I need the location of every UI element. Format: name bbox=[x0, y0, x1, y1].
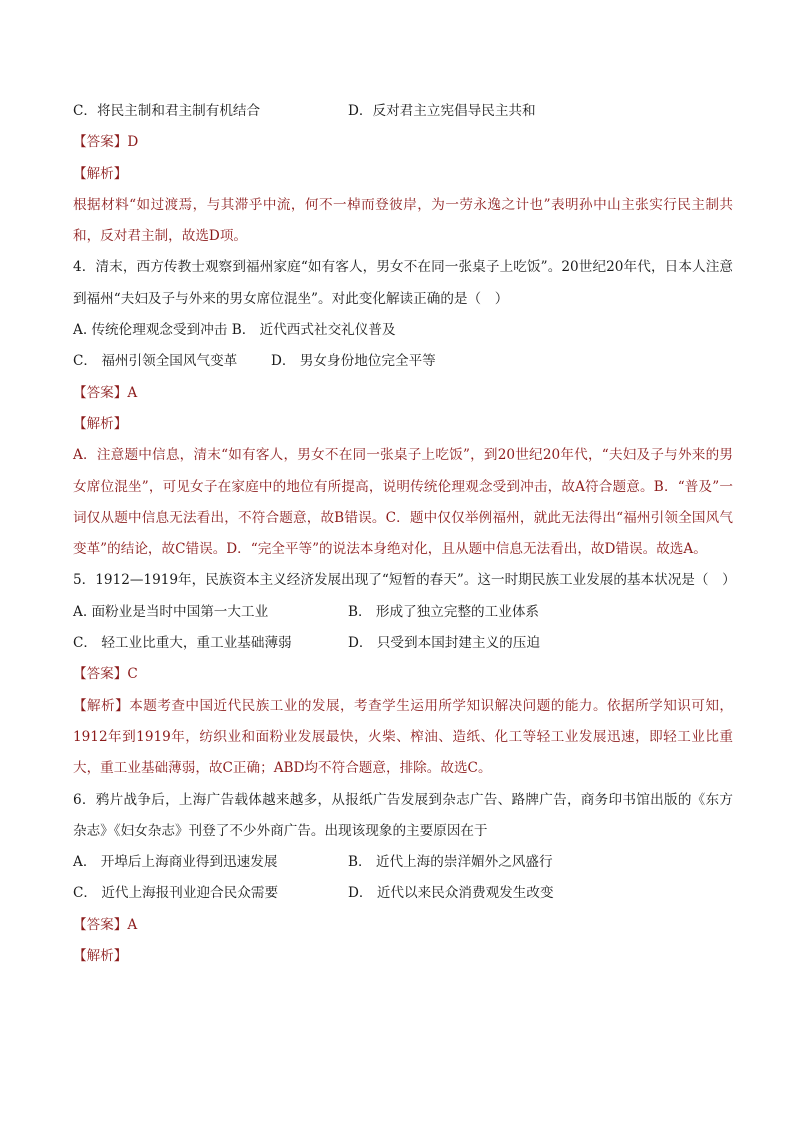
q4-option-ab: A. 传统伦理观念受到冲击 B． 近代西式社交礼仪普及 bbox=[73, 322, 396, 339]
q6-option-b: B． 近代上海的崇洋媚外之风盛行 bbox=[348, 854, 553, 871]
q5-option-d: D． 只受到本国封建主义的压迫 bbox=[348, 635, 540, 652]
q3-analysis-text: 根据材料“如过渡焉，与其滞乎中流，何不一棹而登彼岸，为一劳永逸之计也”表明孙中山主张实行民主制共和，反对君主制，故选D项。 bbox=[73, 196, 733, 245]
answer-label: 【答案】 bbox=[73, 384, 128, 401]
q3-option-d: D．反对君主立宪倡导民主共和 bbox=[348, 103, 536, 119]
q4-stem: 4．清末，西方传教士观察到福州家庭“如有客人，男女不在同一张桌子上吃饭”。20世纪20年代，日本人注意到福州“夫妇及子与外来的男女席位混坐”。对此变化解读正确的是（ ） bbox=[73, 259, 733, 307]
q5-answer bbox=[73, 659, 733, 690]
q5-option-b: B． 形成了独立完整的工业体系 bbox=[348, 603, 540, 620]
q4-answer bbox=[73, 378, 733, 409]
q6-option-c: C． 近代上海报刊业迎合民众需要 bbox=[73, 885, 279, 902]
answer-label: 【答案】 bbox=[73, 134, 128, 151]
q5-option-c: C． 轻工业比重大，重工业基础薄弱 bbox=[73, 635, 292, 652]
q6-analysis-label: 【解析】 bbox=[73, 948, 128, 965]
q6-options-cd bbox=[73, 878, 733, 909]
analysis-label: 【解析】 bbox=[73, 697, 130, 714]
answer-value: D bbox=[127, 134, 139, 151]
q5-option-a: A. 面粉业是当时中国第一大工业 bbox=[73, 603, 269, 620]
q6-answer bbox=[73, 910, 733, 941]
q6-options-ab bbox=[73, 847, 733, 878]
q3-answer bbox=[73, 127, 733, 158]
q6-option-a: A． 开埠后上海商业得到迅速发展 bbox=[73, 854, 278, 871]
q6-stem: 6．鸦片战争后，上海广告载体越来越多，从报纸广告发展到杂志广告、路牌广告，商务印书馆出版的《东方杂志》《妇女杂志》刊登了不少外商广告。出现该现象的主要原因在于 bbox=[73, 791, 733, 839]
answer-value: C bbox=[127, 666, 138, 683]
q5-analysis bbox=[73, 691, 733, 785]
q4-option-d: D． 男女身份地位完全平等 bbox=[271, 353, 436, 370]
q3-analysis-label: 【解析】 bbox=[73, 165, 128, 182]
answer-value: A bbox=[127, 916, 138, 933]
q4-options-cd bbox=[73, 346, 733, 377]
answer-value: A bbox=[127, 384, 138, 401]
document-page bbox=[73, 96, 736, 972]
q5-analysis-text: 本题考查中国近代民族工业的发展，考查学生运用所学知识解决问题的能力。依据所学知识可知，1912年到1919年，纺织业和面粉业发展最快，火柴、榨油、造纸、化工等轻工业发展迅速，即轻工业比重大，重工业基础薄弱，故C正确；ABD均不符合题意，排除。故选C。 bbox=[73, 697, 734, 777]
answer-label: 【答案】 bbox=[73, 916, 128, 933]
q3-options-cd bbox=[73, 96, 733, 127]
q5-options-ab bbox=[73, 597, 733, 628]
q5-options-cd bbox=[73, 628, 733, 659]
q6-option-d: D． 近代以来民众消费观发生改变 bbox=[348, 885, 554, 902]
q4-analysis-label: 【解析】 bbox=[73, 415, 128, 432]
q4-option-c: C． 福州引领全国风气变革 bbox=[73, 353, 238, 370]
q3-option-c: C．将民主制和君主制有机结合 bbox=[73, 103, 261, 119]
q4-analysis-text: A．注意题中信息，清末“如有客人，男女不在同一张桌子上吃饭”，到20世纪20年代，“夫妇及子与外来的男女席位混坐”，可见女子在家庭中的地位有所提高，说明传统伦理观念受到冲击，故A符合题意。B．“普及”一词仅从题中信息无法看出，不符合题意，故B错误。C．题中仅仅举例福州，就此无法得出“福州引领全国风气变革”的结论，故C错误。D．“完全平等”的说法本身绝对化，且从题中信息无法看出，故D错误。故选A。 bbox=[73, 447, 733, 558]
answer-label: 【答案】 bbox=[73, 666, 128, 683]
q5-stem: 5．1912—1919年，民族资本主义经济发展出现了“短暂的春天”。这一时期民族工业发展的基本状况是（ ） bbox=[73, 572, 736, 589]
